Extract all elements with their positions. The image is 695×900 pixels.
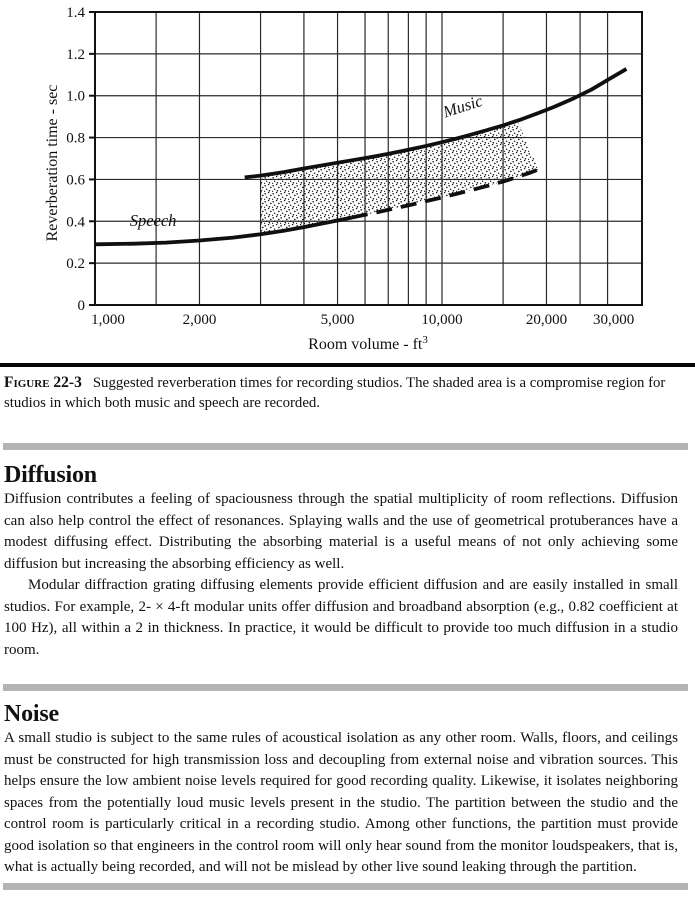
speech-curve-label: Speech [129, 210, 177, 230]
y-tick-label: 1.4 [66, 5, 85, 21]
diffusion-paragraph-1: Diffusion contributes a feeling of spaciousness through the spatial multiplicity of room reflections. Diffusion can also help control the effect of resonances. Splaying walls and the use of geometrical protuberances have a modest diffusing effect. Distributing the absorbing material is a useful means of not only achieving some diffusion but increasing the absorbing efficiency as well. [4, 491, 678, 572]
diffusion-paragraph-2: Modular diffraction grating diffusing elements provide efficient diffusion and are easily installed in small studios. For example, 2- × 4-ft modular units offer diffusion and broadband absorption (e.g., 0.82 coefficient at 100 Hz), all within a 2 in thickness. In practice, it would be difficult to provide too much diffusion in a studio room. [4, 577, 678, 658]
music-curve-label: Music [440, 90, 485, 122]
diffusion-heading: Diffusion [4, 462, 97, 488]
section-noise [0, 701, 695, 879]
compromise-shaded-region [261, 121, 539, 234]
y-axis-ticks [66, 5, 95, 314]
x-axis-title [308, 334, 428, 353]
figure-caption-label: Figure 22-3 [4, 374, 82, 391]
section-diffusion [0, 462, 695, 661]
figure-22-3 [0, 0, 695, 413]
x-axis-title-text: Room volume - ft [308, 336, 423, 353]
y-axis-title: Reverberation time - sec [44, 84, 61, 242]
x-tick-label: 5,000 [320, 312, 355, 328]
x-tick-label: 20,000 [525, 312, 568, 328]
y-tick-label: 0 [77, 298, 85, 314]
x-axis-title-superscript: 3 [422, 334, 428, 346]
y-tick-label: 0.4 [66, 214, 85, 231]
x-tick-label: 1,000 [91, 312, 125, 328]
y-tick-label: 1.2 [66, 46, 85, 63]
noise-heading: Noise [4, 701, 59, 727]
y-tick-label: 0.8 [66, 130, 85, 147]
figure-divider-rule [0, 363, 695, 367]
noise-paragraph-1: A small studio is subject to the same rules of acoustical isolation as any other room. Walls, floors, and ceilings must be constructed for high transmission loss and decoupling from external noise and vibration sources. This helps ensure the low ambient noise levels required for good recording quality. Likewise, it isolates neighboring spaces from the potentially loud music levels present in the studio. The partition between the studio and the control room is particularly critical in a recording studio. Among other functions, the partition must provide good isolation so that engineers in the control room will only hear sound from the monitor loudspeakers, that is, what is actually being recorded, and will not be mislead by other live sound leaking through the partition. [4, 730, 678, 875]
shaded-compromise-area [261, 121, 539, 234]
x-tick-label: 30,000 [592, 312, 635, 328]
y-tick-label: 0.2 [66, 256, 85, 273]
y-tick-label: 0.6 [66, 172, 85, 189]
x-axis-ticks [91, 312, 634, 328]
figure-caption-text: Suggested reverberation times for recording studios. The shaded area is a compromise region for studios in which both music and speech are recorded. [4, 375, 666, 411]
section-divider-bar [3, 883, 688, 890]
x-tick-label: 2,000 [182, 312, 217, 328]
figure-caption [4, 373, 692, 413]
y-tick-label: 1.0 [66, 88, 85, 105]
section-divider-bar [3, 443, 688, 450]
x-tick-label: 10,000 [421, 312, 463, 328]
section-divider-bar [3, 684, 688, 691]
reverberation-time-chart [0, 0, 695, 361]
